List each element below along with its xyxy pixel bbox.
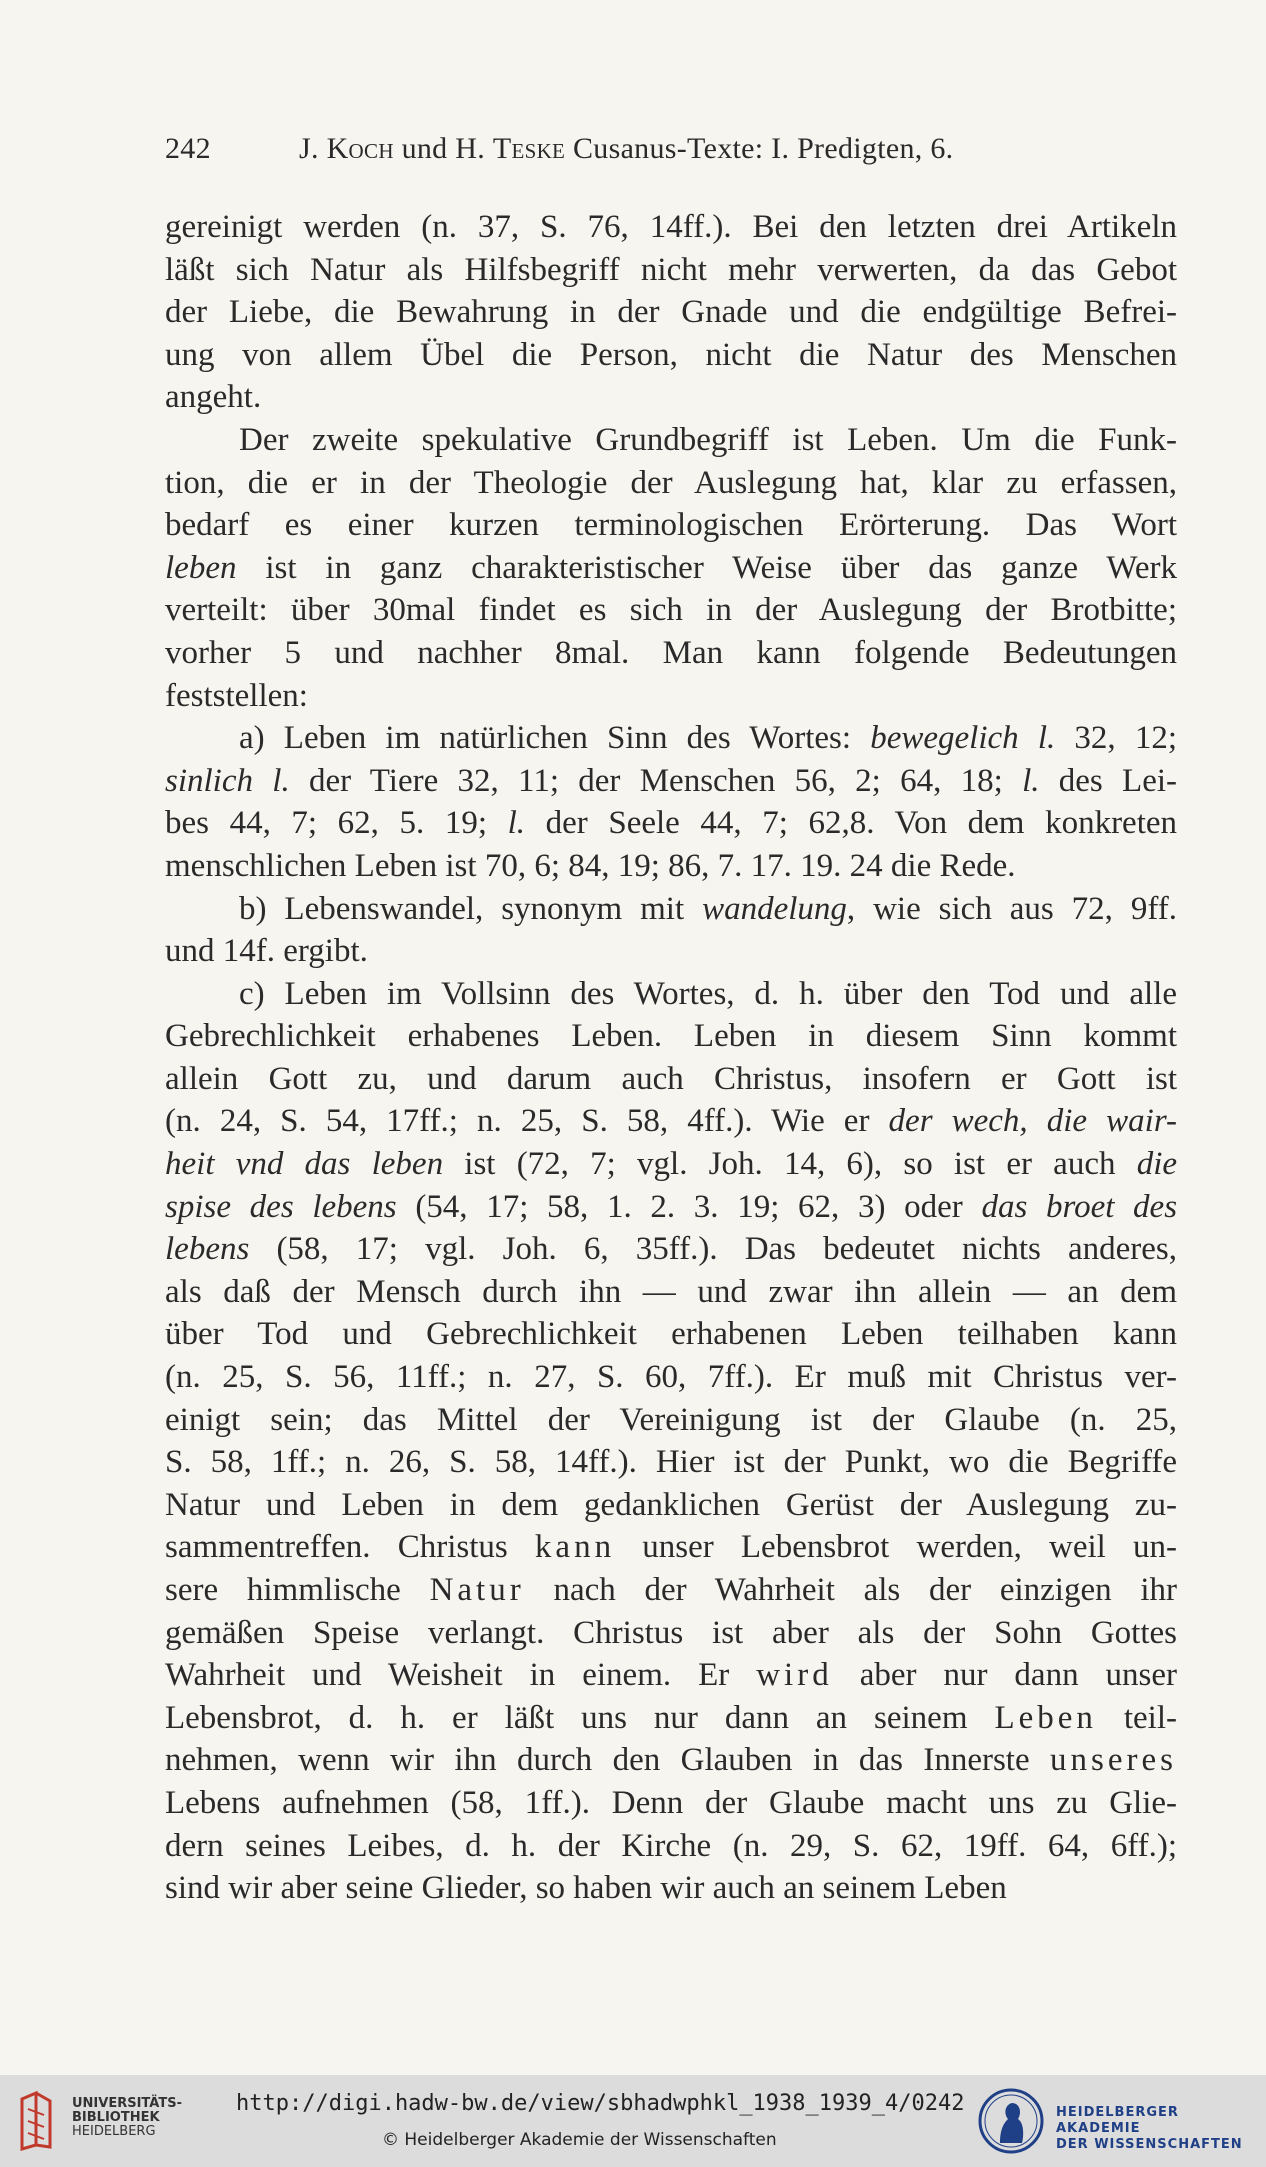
text-line: a) Leben im natürlichen Sinn des Wortes: bewegelich l. 32, 12;	[239, 720, 1177, 757]
text-line: nehmen, wenn wir ihn durch den Glauben in das Innerste unseres	[165, 1742, 1177, 1779]
text-line: sere himmlische Natur nach der Wahrheit als der einzigen ihr	[165, 1572, 1178, 1608]
text-line: (n. 25, S. 56, 11ff.; n. 27, S. 60, 7ff.). Er muß mit Christus ver-	[165, 1359, 1177, 1396]
source-url-link[interactable]: http://digi.hadw-bw.de/view/sbhadwphkl_1938_1939_4/0242	[236, 2091, 965, 2116]
text-line: b) Lebenswandel, synonym mit wandelung, wie sich aus 72, 9ff.	[239, 890, 1177, 927]
text-line: Lebens aufnehmen (58, 1ff.). Denn der Glaube macht uns zu Glie-	[165, 1784, 1177, 1821]
text-line: S. 58, 1ff.; n. 26, S. 58, 14ff.). Hier ist der Punkt, wo die Begriffe	[165, 1444, 1177, 1481]
text-line: heit vnd das leben ist (72, 7; vgl. Joh. 14, 6), so ist er auch die	[165, 1146, 1178, 1183]
text-line: Der zweite spekulative Grundbegriff ist Leben. Um die Funk-	[239, 421, 1177, 458]
text-line: sammentreffen. Christus kann unser Lebensbrot werden, weil un-	[165, 1529, 1178, 1566]
text-line: gereinigt werden (n. 37, S. 76, 14ff.). Bei den letzten drei Artikeln	[165, 209, 1177, 245]
text-line: einigt sein; das Mittel der Vereinigung ist der Glaube (n. 25,	[165, 1401, 1177, 1438]
text-line: der Liebe, die Bewahrung in der Gnade und die endgültige Befrei-	[165, 294, 1177, 331]
text-line: menschlichen Leben ist 70, 6; 84, 19; 86, 7. 17. 19. 24 die Rede.	[165, 847, 1016, 884]
university-library-name: UNIVERSITÄTS- BIBLIOTHEK HEIDELBERG	[72, 2096, 182, 2139]
text-line: läßt sich Natur als Hilfsbegriff nicht mehr verwerten, da das Gebot	[165, 251, 1177, 288]
text-line: c) Leben im Vollsinn des Wortes, d. h. über den Tod und alle	[239, 975, 1177, 1012]
text-line: (n. 24, S. 54, 17ff.; n. 25, S. 58, 4ff.). Wie er der wech, die wair-	[165, 1103, 1178, 1140]
page-number: 242	[165, 132, 211, 165]
text-line: und 14f. ergibt.	[165, 933, 368, 970]
text-line: sind wir aber seine Glieder, so haben wir auch an seinem Leben	[165, 1870, 1007, 1907]
text-line: angeht.	[165, 379, 262, 416]
text-line: vorher 5 und nachher 8mal. Man kann folgende Bedeutungen	[165, 634, 1177, 671]
academy-seal-icon	[978, 2085, 1044, 2157]
footer-bar	[0, 2075, 1266, 2167]
text-line: verteilt: über 30mal findet es sich in der Auslegung der Brotbitte;	[165, 592, 1177, 629]
university-library-logo	[14, 2089, 64, 2153]
text-line: über Tod und Gebrechlichkeit erhabenen Leben teilhaben kann	[165, 1316, 1177, 1353]
italic-word: leben	[165, 549, 237, 586]
text-line: bedarf es einer kurzen terminologischen Erörterung. Das Wort	[165, 507, 1177, 544]
text-line: Natur und Leben in dem gedanklichen Gerüst der Auslegung zu-	[165, 1486, 1177, 1523]
academy-name: HEIDELBERGER AKADEMIE DER WISSENSCHAFTEN	[1056, 2105, 1243, 2152]
text-line: Lebensbrot, d. h. er läßt uns nur dann an seinem Leben teil-	[165, 1699, 1178, 1736]
text-line: allein Gott zu, und darum auch Christus, insofern er Gott ist	[165, 1060, 1177, 1097]
text-line: dern seines Leibes, d. h. der Kirche (n. 29, S. 62, 19ff. 64, 6ff.);	[165, 1827, 1177, 1864]
text-line: leben ist in ganz charakteristischer Weise über das ganze Werk	[165, 549, 1177, 586]
text-line: feststellen:	[165, 677, 308, 714]
text-line: Wahrheit und Weisheit in einem. Er wird aber nur dann unser	[165, 1657, 1178, 1694]
text-line: tion, die er in der Theologie der Auslegung hat, klar zu erfassen,	[165, 464, 1177, 501]
text-line: spise des lebens (54, 17; 58, 1. 2. 3. 19; 62, 3) oder das broet des	[165, 1188, 1178, 1225]
body-text	[165, 206, 1177, 1910]
text-line: sinlich l. der Tiere 32, 11; der Menschen 56, 2; 64, 18; l. des Lei-	[165, 762, 1177, 799]
text-line: bes 44, 7; 62, 5. 19; l. der Seele 44, 7; 62,8. Von dem konkreten	[165, 805, 1178, 842]
running-title: J. Koch und H. Teske Cusanus-Texte: I. Predigten, 6.	[299, 132, 954, 165]
text-line: als daß der Mensch durch ihn — und zwar ihn allein — an dem	[165, 1273, 1177, 1310]
text-line: Gebrechlichkeit erhabenes Leben. Leben in diesem Sinn kommt	[165, 1018, 1177, 1055]
text-line: lebens (58, 17; vgl. Joh. 6, 35ff.). Das bedeutet nichts anderes,	[165, 1231, 1177, 1268]
copyright-notice: © Heidelberger Akademie der Wissenschaften	[382, 2130, 777, 2150]
text-line: ung von allem Übel die Person, nicht die Natur des Menschen	[165, 336, 1177, 373]
text-line: gemäßen Speise verlangt. Christus ist aber als der Sohn Gottes	[165, 1614, 1177, 1651]
